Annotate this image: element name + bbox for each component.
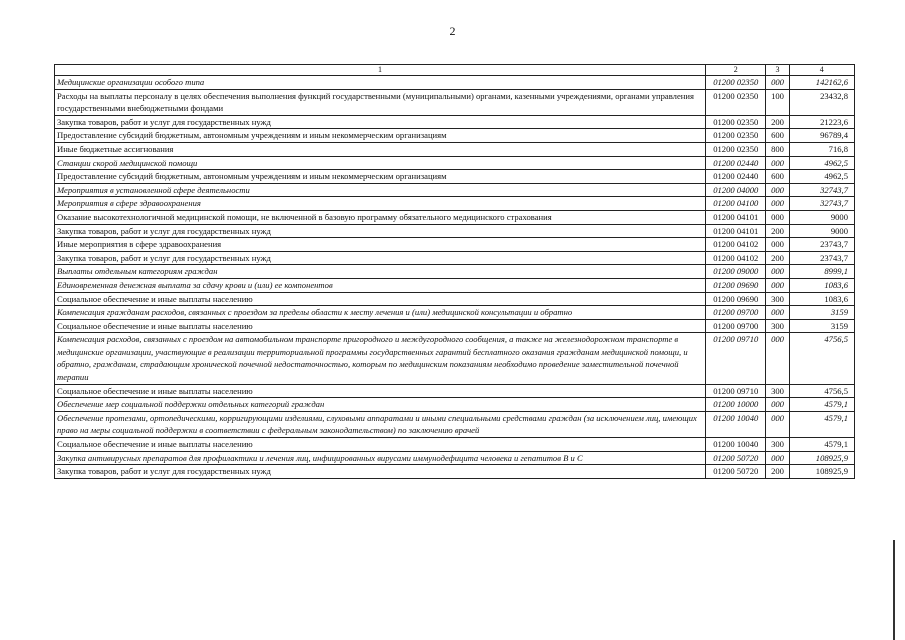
- row-amount-cell: 108925,9: [789, 465, 854, 479]
- row-amount-cell: 4962,5: [789, 170, 854, 184]
- row-type-cell: 200: [766, 465, 789, 479]
- row-code-cell: 01200 04102: [706, 251, 766, 265]
- row-name-cell: Единовременная денежная выплата за сдачу крови и (или) ее компонентов: [55, 278, 706, 292]
- row-type-cell: 000: [766, 265, 789, 279]
- row-type-cell: 000: [766, 306, 789, 320]
- row-code-cell: 01200 02350: [706, 115, 766, 129]
- row-type-cell: 000: [766, 238, 789, 252]
- table-row: [55, 197, 855, 211]
- header-cell-type: 3: [766, 65, 789, 76]
- row-name-cell: Закупка товаров, работ и услуг для государственных нужд: [55, 224, 706, 238]
- row-name-cell: Закупка товаров, работ и услуг для государственных нужд: [55, 251, 706, 265]
- row-code-cell: 01200 09690: [706, 292, 766, 306]
- header-cell-code: 2: [706, 65, 766, 76]
- row-name-cell: Иные бюджетные ассигнования: [55, 142, 706, 156]
- table-row: [55, 306, 855, 320]
- row-type-cell: 000: [766, 76, 789, 90]
- row-name-cell: Компенсация гражданам расходов, связанных с проездом за пределы области к месту лечения и (или) медицинской консультации и обратно: [55, 306, 706, 320]
- row-name-cell: Предоставление субсидий бюджетным, автономным учреждениям и иным некоммерческим организациям: [55, 129, 706, 143]
- table-row: [55, 142, 855, 156]
- row-code-cell: 01200 09700: [706, 319, 766, 333]
- row-type-cell: 000: [766, 411, 789, 437]
- row-code-cell: 01200 10040: [706, 438, 766, 452]
- scan-edge-line: [893, 540, 895, 640]
- row-amount-cell: 96789,4: [789, 129, 854, 143]
- row-name-cell: Закупка антивирусных препаратов для профилактики и лечения лиц, инфицированных вирусами иммунодефицита человека и гепатитов В и С: [55, 451, 706, 465]
- row-code-cell: 01200 04100: [706, 197, 766, 211]
- row-code-cell: 01200 10040: [706, 411, 766, 437]
- table-row: [55, 210, 855, 224]
- table-row: [55, 129, 855, 143]
- row-type-cell: 200: [766, 115, 789, 129]
- row-type-cell: 100: [766, 89, 789, 115]
- row-name-cell: Социальное обеспечение и иные выплаты населению: [55, 438, 706, 452]
- row-amount-cell: 32743,7: [789, 183, 854, 197]
- row-name-cell: Мероприятия в установленной сфере деятельности: [55, 183, 706, 197]
- table-row: [55, 451, 855, 465]
- table-header-row: [55, 65, 855, 76]
- row-name-cell: Предоставление субсидий бюджетным, автономным учреждениям и иным некоммерческим организациям: [55, 170, 706, 184]
- table-row: [55, 319, 855, 333]
- row-name-cell: Социальное обеспечение и иные выплаты населению: [55, 384, 706, 398]
- row-amount-cell: 23432,8: [789, 89, 854, 115]
- row-code-cell: 01200 04101: [706, 224, 766, 238]
- row-code-cell: 01200 09000: [706, 265, 766, 279]
- row-amount-cell: 4756,5: [789, 333, 854, 384]
- row-name-cell: Закупка товаров, работ и услуг для государственных нужд: [55, 465, 706, 479]
- row-type-cell: 600: [766, 129, 789, 143]
- table-row: [55, 251, 855, 265]
- table-row: [55, 398, 855, 412]
- row-name-cell: Станции скорой медицинской помощи: [55, 156, 706, 170]
- row-name-cell: Оказание высокотехнологичной медицинской помощи, не включенной в базовую программу обязательного медицинского страхования: [55, 210, 706, 224]
- table-row: [55, 384, 855, 398]
- row-name-cell: Социальное обеспечение и иные выплаты населению: [55, 319, 706, 333]
- table-row: [55, 89, 855, 115]
- table-row: [55, 115, 855, 129]
- row-name-cell: Закупка товаров, работ и услуг для государственных нужд: [55, 115, 706, 129]
- row-code-cell: 01200 02350: [706, 89, 766, 115]
- row-code-cell: 01200 04101: [706, 210, 766, 224]
- page-number: 2: [449, 24, 456, 38]
- row-type-cell: 300: [766, 319, 789, 333]
- row-amount-cell: 23743,7: [789, 238, 854, 252]
- header-cell-amount: 4: [789, 65, 854, 76]
- row-code-cell: 01200 04102: [706, 238, 766, 252]
- row-amount-cell: 8999,1: [789, 265, 854, 279]
- table-row: [55, 76, 855, 90]
- row-type-cell: 300: [766, 384, 789, 398]
- row-name-cell: Обеспечение мер социальной поддержки отдельных категорий граждан: [55, 398, 706, 412]
- row-name-cell: Медицинские организации особого типа: [55, 76, 706, 90]
- table-row: [55, 333, 855, 384]
- row-amount-cell: 142162,6: [789, 76, 854, 90]
- table-row: [55, 224, 855, 238]
- row-code-cell: 01200 02350: [706, 142, 766, 156]
- row-code-cell: 01200 09700: [706, 306, 766, 320]
- table-row: [55, 411, 855, 437]
- row-amount-cell: 4579,1: [789, 411, 854, 437]
- row-code-cell: 01200 09690: [706, 278, 766, 292]
- row-amount-cell: 1083,6: [789, 278, 854, 292]
- row-code-cell: 01200 02350: [706, 129, 766, 143]
- row-amount-cell: 4756,5: [789, 384, 854, 398]
- row-amount-cell: 21223,6: [789, 115, 854, 129]
- row-name-cell: Компенсация расходов, связанных с проездом на автомобильном транспорте пригородного и междугородного сообщения, а также на железнодорожном транспорте в медицинские организации, участвующие в реализации территориальной программы государственных гарантий бесплатного оказания гражданам медицинской помощи, и обратно, гражданам, страдающим хронической почечной недостаточностью, которым по медицинским показаниям необходимо проведение заместительной почечной терапии: [55, 333, 706, 384]
- table-row: [55, 292, 855, 306]
- row-type-cell: 000: [766, 156, 789, 170]
- row-type-cell: 600: [766, 170, 789, 184]
- row-code-cell: 01200 50720: [706, 451, 766, 465]
- row-amount-cell: 3159: [789, 306, 854, 320]
- table-row: [55, 438, 855, 452]
- row-name-cell: Социальное обеспечение и иные выплаты населению: [55, 292, 706, 306]
- row-amount-cell: 1083,6: [789, 292, 854, 306]
- row-code-cell: 01200 02440: [706, 156, 766, 170]
- table-row: [55, 183, 855, 197]
- row-code-cell: 01200 09710: [706, 333, 766, 384]
- row-code-cell: 01200 04000: [706, 183, 766, 197]
- row-name-cell: Расходы на выплаты персоналу в целях обеспечения выполнения функций государственными (муниципальными) органами, казенными учреждениями, органами управления государственными внебюджетными фондами: [55, 89, 706, 115]
- row-code-cell: 01200 02350: [706, 76, 766, 90]
- row-amount-cell: 4579,1: [789, 398, 854, 412]
- row-amount-cell: 108925,9: [789, 451, 854, 465]
- row-type-cell: 000: [766, 398, 789, 412]
- row-type-cell: 800: [766, 142, 789, 156]
- row-type-cell: 300: [766, 438, 789, 452]
- row-name-cell: Выплаты отдельным категориям граждан: [55, 265, 706, 279]
- row-name-cell: Мероприятия в сфере здравоохранения: [55, 197, 706, 211]
- row-amount-cell: 3159: [789, 319, 854, 333]
- row-name-cell: Иные мероприятия в сфере здравоохранения: [55, 238, 706, 252]
- table-body: [55, 65, 855, 479]
- row-type-cell: 000: [766, 210, 789, 224]
- table-row: [55, 265, 855, 279]
- row-amount-cell: 9000: [789, 224, 854, 238]
- row-amount-cell: 4579,1: [789, 438, 854, 452]
- row-type-cell: 200: [766, 251, 789, 265]
- row-amount-cell: 4962,5: [789, 156, 854, 170]
- row-type-cell: 000: [766, 451, 789, 465]
- row-type-cell: 000: [766, 278, 789, 292]
- table-row: [55, 278, 855, 292]
- row-amount-cell: 23743,7: [789, 251, 854, 265]
- row-code-cell: 01200 10000: [706, 398, 766, 412]
- row-type-cell: 200: [766, 224, 789, 238]
- header-cell-name: 1: [55, 65, 706, 76]
- table-row: [55, 156, 855, 170]
- row-type-cell: 000: [766, 333, 789, 384]
- row-amount-cell: 32743,7: [789, 197, 854, 211]
- budget-table: [54, 64, 855, 479]
- row-amount-cell: 716,8: [789, 142, 854, 156]
- row-name-cell: Обеспечение протезами, ортопедическими, корригирующими изделиями, слуховыми аппаратами и иными специальными средствами граждан (за исключением лиц, имеющих право на меры социальной поддержки в соответствии с федеральным законодательством) по заключению врачей: [55, 411, 706, 437]
- table-row: [55, 170, 855, 184]
- table-row: [55, 238, 855, 252]
- row-code-cell: 01200 50720: [706, 465, 766, 479]
- row-amount-cell: 9000: [789, 210, 854, 224]
- table-row: [55, 465, 855, 479]
- row-type-cell: 000: [766, 183, 789, 197]
- row-type-cell: 300: [766, 292, 789, 306]
- row-code-cell: 01200 09710: [706, 384, 766, 398]
- row-code-cell: 01200 02440: [706, 170, 766, 184]
- row-type-cell: 000: [766, 197, 789, 211]
